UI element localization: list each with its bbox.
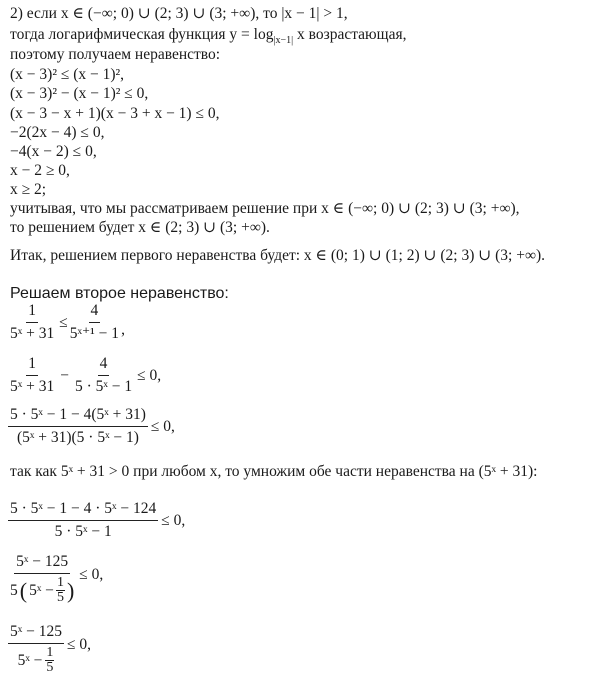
tail: ≤ 0, — [79, 566, 104, 583]
case-2-line-3: поэтому получаем неравенство: — [10, 46, 221, 63]
case-2-line-1: 2) если x ∈ (−∞; 0) ∪ (2; 3) ∪ (3; +∞), то |x − 1| > 1, — [10, 5, 348, 22]
denominator: (5ˣ + 31)(5 · 5ˣ − 1) — [16, 429, 139, 446]
log-text: тогда логарифмическая функция y = log — [10, 26, 274, 43]
fraction-line-6 — [8, 623, 91, 675]
fraction-line-1 — [8, 302, 125, 343]
tail: ≤ 0, — [150, 417, 175, 435]
denominator — [16, 644, 57, 675]
numerator: 5ˣ − 125 — [8, 623, 64, 644]
fraction — [8, 553, 76, 605]
log-base: |x−1| — [273, 35, 294, 47]
case-2-result: то решением будет x ∈ (2; 3) ∪ (3; +∞). — [10, 219, 270, 236]
numerator: 4 — [89, 302, 101, 323]
inner-fraction — [45, 646, 54, 675]
fraction — [8, 355, 56, 396]
paren-close: ) — [66, 577, 75, 603]
denominator-prefix: 5 — [10, 581, 18, 599]
numerator: 5 · 5ˣ − 1 − 4(5ˣ + 31) — [8, 406, 148, 427]
tail: ≤ 0, — [66, 636, 91, 653]
fraction-line-3 — [8, 406, 175, 447]
step-2: (x − 3)² − (x − 1)² ≤ 0, — [10, 85, 149, 102]
note-line: так как 5ˣ + 31 > 0 при любом x, то умножим обе части неравенства на (5ˣ + 31): — [10, 463, 538, 480]
denominator: 5 · 5ˣ − 1 — [74, 378, 133, 395]
denominator: 5 — [56, 590, 64, 605]
numerator: 1 — [26, 355, 38, 376]
tail: , — [121, 320, 125, 338]
fraction — [8, 302, 56, 343]
denominator: 5ˣ⁺¹ − 1 — [69, 325, 120, 342]
fraction — [8, 500, 158, 541]
paren-open: ( — [19, 577, 28, 603]
step-1: (x − 3)² ≤ (x − 1)², — [10, 66, 125, 83]
tail: ≤ 0, — [161, 511, 186, 529]
numerator: 1 — [56, 575, 64, 590]
denominator: 5ˣ + 31 — [10, 325, 55, 342]
consider-line: учитывая, что мы рассматриваем решение при x ∈ (−∞; 0) ∪ (2; 3) ∪ (3; +∞), — [10, 200, 520, 217]
second-heading: Решаем второе неравенство: — [10, 285, 229, 302]
fraction-line-5 — [8, 553, 103, 605]
step-4: −2(2x − 4) ≤ 0, — [10, 124, 105, 141]
numerator: 1 — [46, 645, 54, 660]
fraction — [68, 302, 121, 343]
numerator: 1 — [26, 302, 38, 323]
fraction — [73, 355, 134, 396]
fraction-line-2 — [8, 355, 161, 396]
numerator: 5ˣ − 125 — [14, 553, 70, 574]
fraction — [8, 623, 64, 675]
relation: ≤ — [59, 313, 68, 331]
fraction-line-4 — [8, 500, 185, 541]
operator: − — [60, 366, 69, 384]
denominator — [8, 574, 76, 605]
numerator: 4 — [98, 355, 110, 376]
denominator: 5ˣ + 31 — [10, 378, 55, 395]
step-3: (x − 3 − x + 1)(x − 3 + x − 1) ≤ 0, — [10, 105, 220, 122]
log-after: x возрастающая, — [293, 26, 407, 43]
summary-line: Итак, решением первого неравенства будет: x ∈ (0; 1) ∪ (1; 2) ∪ (2; 3) ∪ (3; +∞). — [10, 247, 546, 264]
inner-fraction — [56, 576, 65, 605]
step-6: x − 2 ≥ 0, — [10, 162, 70, 179]
tail: ≤ 0, — [137, 366, 162, 384]
denominator: 5 · 5ˣ − 1 — [54, 523, 112, 540]
denominator-inner: 5ˣ − — [29, 581, 54, 599]
numerator: 5 · 5ˣ − 1 − 4 · 5ˣ − 124 — [8, 500, 158, 521]
fraction — [8, 406, 148, 447]
step-7: x ≥ 2; — [10, 181, 47, 198]
step-5: −4(x − 2) ≤ 0, — [10, 143, 97, 160]
denominator-prefix: 5ˣ − — [17, 651, 43, 669]
denominator: 5 — [46, 660, 54, 675]
